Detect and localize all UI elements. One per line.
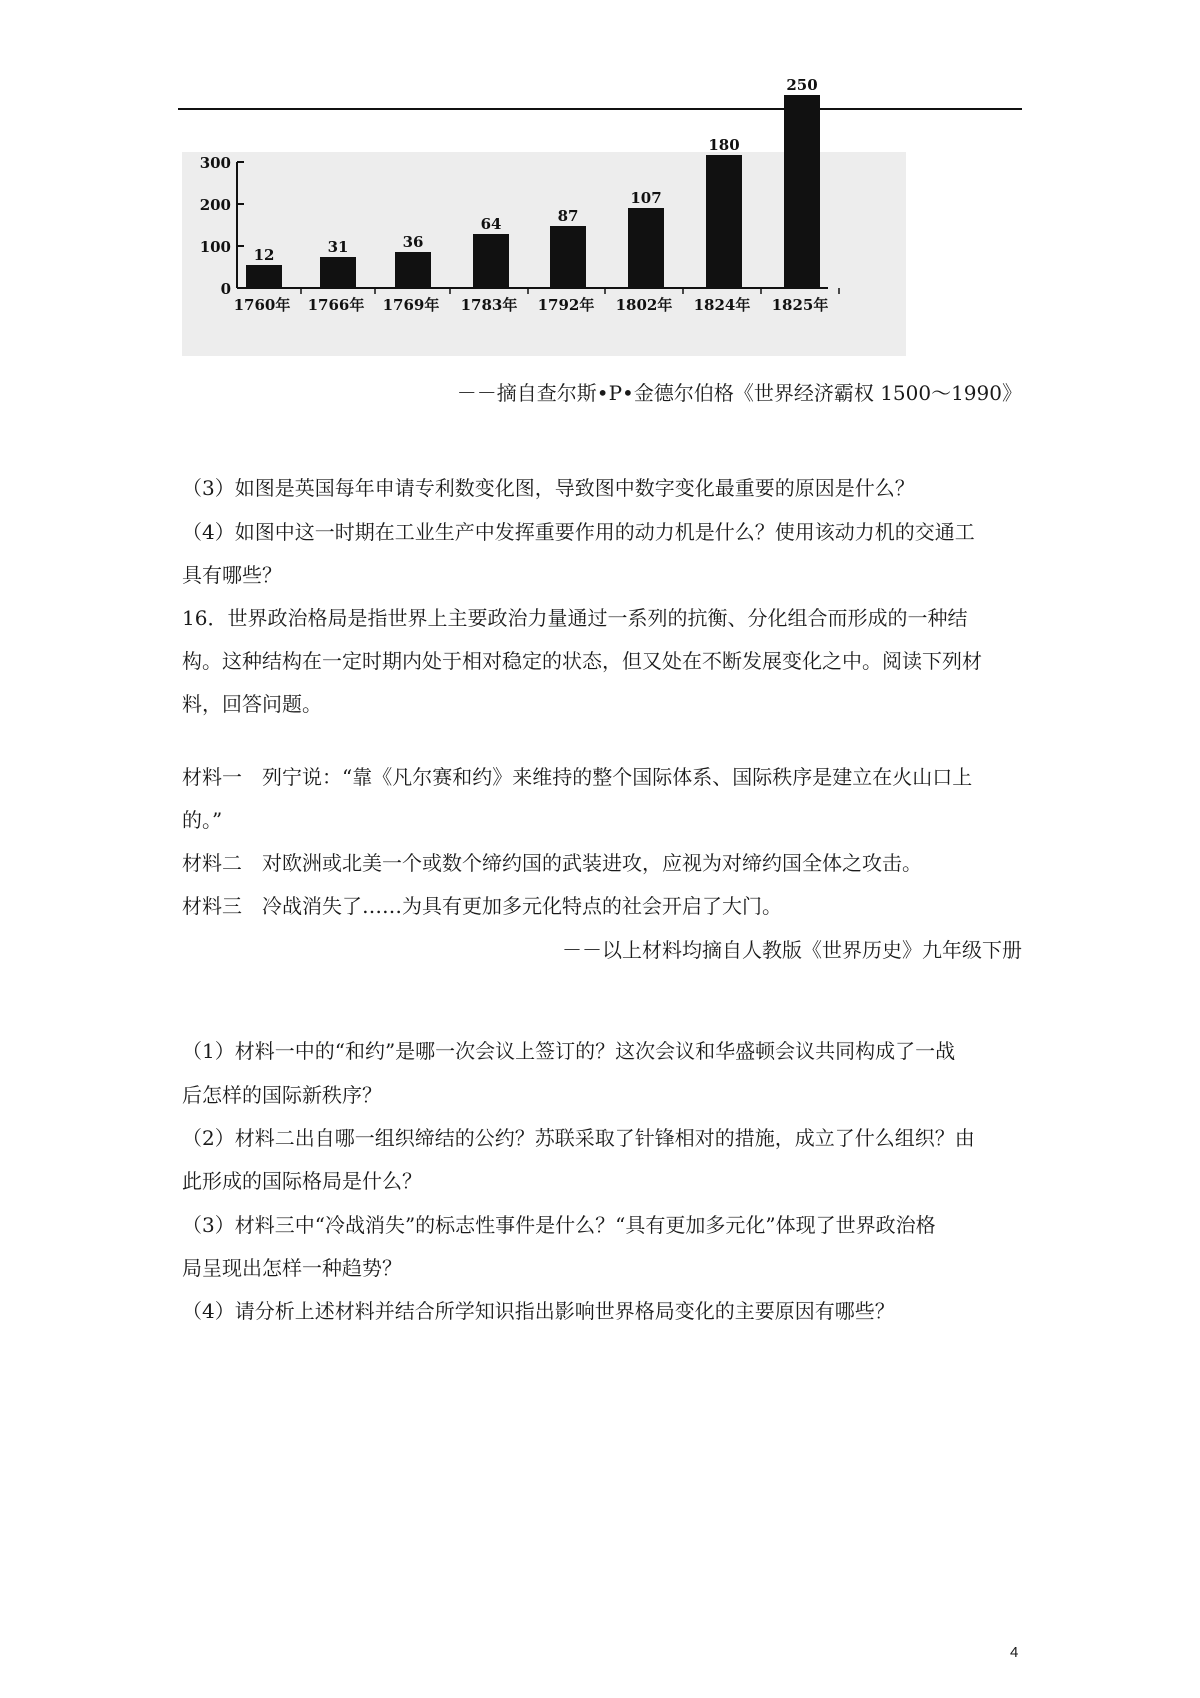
sub-question-3-line-2: 局呈现出怎样一种趋势？ [182, 1256, 402, 1280]
question-4-line-2: 具有哪些？ [182, 563, 282, 587]
bar [550, 226, 586, 288]
category-label: 1825年 [771, 296, 829, 314]
category-label: 1766年 [307, 296, 365, 314]
question-4-line-1: （4）如图中这一时期在工业生产中发挥重要作用的动力机是什么？使用该动力机的交通工 [182, 520, 975, 544]
sub-question-1-line-1: （1）材料一中的“和约”是哪一次会议上签订的？这次会议和华盛顿会议共同构成了一战 [182, 1039, 956, 1063]
bar-value-label: 107 [630, 189, 662, 207]
bar [628, 208, 664, 288]
question-3: （3）如图是英国每年申请专利数变化图，导致图中数字变化最重要的原因是什么？ [182, 476, 915, 500]
category-label: 1760年 [233, 296, 291, 314]
bar-value-label: 180 [708, 136, 740, 154]
material-3: 材料三 冷战消失了……为具有更加多元化特点的社会开启了大门。 [182, 894, 782, 918]
y-tick-label: 100 [199, 238, 231, 256]
category-label: 1824年 [693, 296, 751, 314]
bar-value-label: 250 [786, 76, 818, 94]
page-number: 4 [1010, 1644, 1019, 1661]
bar-value-label: 87 [557, 207, 579, 225]
category-label: 1769年 [382, 296, 440, 314]
category-label: 1802年 [615, 296, 673, 314]
materials-source: －－以上材料均摘自人教版《世界历史》九年级下册 [562, 938, 1022, 962]
question-16-line-1: 16．世界政治格局是指世界上主要政治力量通过一系列的抗衡、分化组合而形成的一种结 [182, 606, 968, 630]
sub-question-2-line-1: （2）材料二出自哪一组织缔结的公约？苏联采取了针锋相对的措施，成立了什么组织？由 [182, 1126, 975, 1150]
bar [473, 234, 509, 288]
header-rule [178, 108, 1022, 110]
bar-value-label: 12 [253, 246, 275, 264]
category-label: 1792年 [537, 296, 595, 314]
sub-question-1-line-2: 后怎样的国际新秩序？ [182, 1083, 382, 1107]
bar [395, 252, 431, 288]
bar-value-label: 31 [327, 238, 349, 256]
bar [246, 265, 282, 288]
sub-question-4: （4）请分析上述材料并结合所学知识指出影响世界格局变化的主要原因有哪些？ [182, 1299, 895, 1323]
chart-source: －－摘自查尔斯•P•金德尔伯格《世界经济霸权 1500～1990》 [456, 381, 1022, 405]
material-1-line-2: 的。” [182, 808, 223, 832]
category-label: 1783年 [460, 296, 518, 314]
material-1-line-1: 材料一 列宁说：“靠《凡尔赛和约》来维持的整个国际体系、国际秩序是建立在火山口上 [182, 765, 973, 789]
bar [706, 155, 742, 288]
y-tick-label: 300 [199, 154, 231, 172]
question-16-line-3: 料，回答问题。 [182, 692, 322, 716]
y-tick-label: 0 [220, 280, 231, 298]
material-2: 材料二 对欧洲或北美一个或数个缔约国的武装进攻，应视为对缔约国全体之攻击。 [182, 851, 922, 875]
bar [784, 95, 820, 288]
sub-question-3-line-1: （3）材料三中“冷战消失”的标志性事件是什么？“具有更加多元化”体现了世界政治格 [182, 1213, 936, 1237]
patent-bar-chart [182, 76, 906, 356]
bar-value-label: 64 [480, 215, 502, 233]
bar-value-label: 36 [402, 233, 424, 251]
y-tick-label: 200 [199, 196, 231, 214]
question-16-line-2: 构。这种结构在一定时期内处于相对稳定的状态，但又处在不断发展变化之中。阅读下列材 [182, 649, 982, 673]
sub-question-2-line-2: 此形成的国际格局是什么？ [182, 1169, 422, 1193]
bar [320, 257, 356, 288]
